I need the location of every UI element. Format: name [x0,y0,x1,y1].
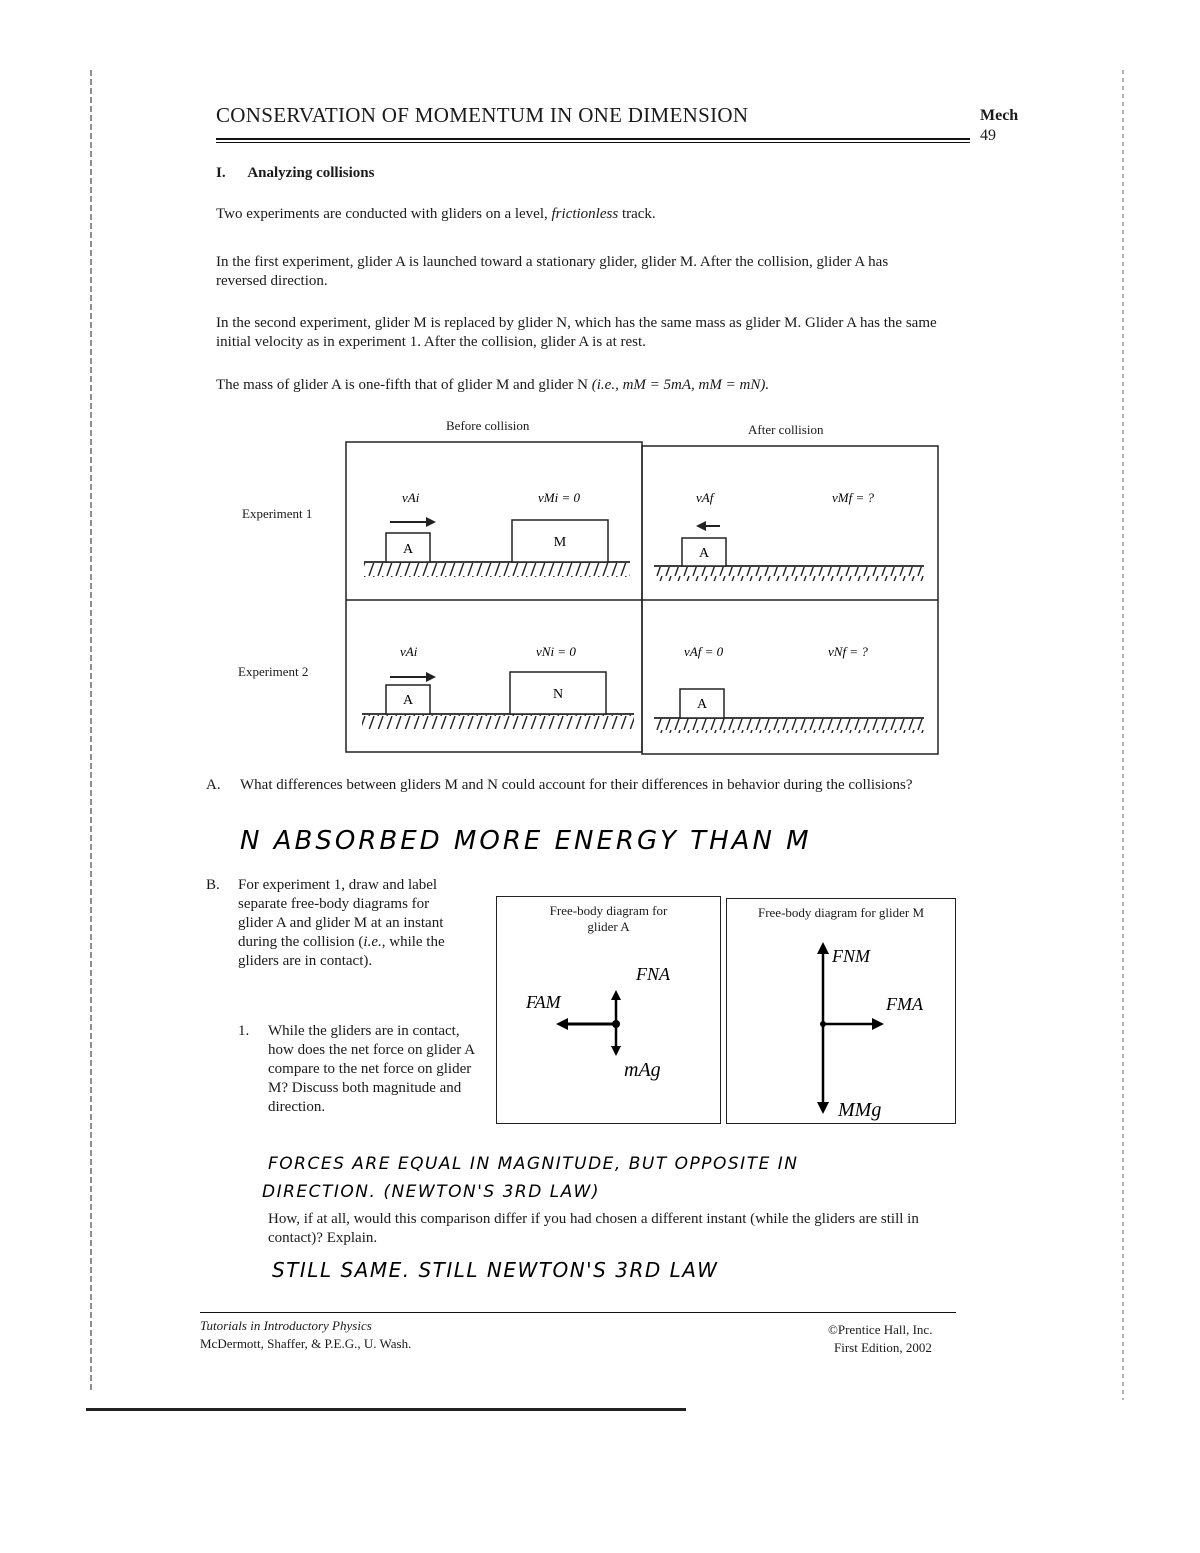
fbd-m-label-down: MMg [838,1099,882,1121]
question-b-before: For experiment 1, draw and label separate free-body diagrams for glider A and glider M at an instant during the collision ( [238,877,444,950]
glider-a-1-label: A [402,542,414,557]
glider-a-2-after-label: A [696,697,708,712]
label-va-initial-1: vAi [402,490,420,505]
arrowhead-va-1 [426,517,436,527]
label-va-initial-2: vAi [400,644,418,659]
paragraph-1 [216,205,956,224]
track-hatch-2b [654,719,924,733]
fbd-m-arrowhead-right [872,1018,884,1030]
mech-label-text: Mech [980,107,1019,124]
fbd-a-arrowhead-up [611,990,621,1000]
footer-edition: First Edition, 2002 [834,1340,932,1355]
label-va-final-1: vAf [696,490,714,505]
glider-a-2-label: A [402,693,414,708]
track-hatch-1a [364,563,630,577]
answer-a: N ABSORBED MORE ENERGY THAN M [240,826,812,856]
p4-math: (i.e., mM = 5mA, mM = mN). [591,377,770,393]
title-rule-2 [216,142,970,143]
paragraph-4 [216,376,976,395]
page-number: 49 [980,127,996,144]
question-b-text [238,876,466,971]
glider-n-label: N [552,687,564,702]
arrowhead-va-final [696,521,706,531]
section-title: Analyzing collisions [247,165,375,181]
page-title: CONSERVATION OF MOMENTUM IN ONE DIMENSION [216,103,749,127]
fbd-drawing [496,896,956,1126]
mech-label [980,106,1018,146]
p1-italic: frictionless [551,206,619,222]
fbd-a-label-left: FAM [526,992,561,1012]
before-collision-label: Before collision [446,418,530,433]
glider-m-label: M [553,535,567,550]
answer-b1-line2: DIRECTION. (NEWTON'S 3RD LAW) [262,1182,600,1202]
p1-after: track. [621,206,656,222]
label-va-final-2: vAf = 0 [684,644,724,659]
question-b1-text: While the gliders are in contact, how does the net force on glider A compare to the net force on glider M? Discuss both magnitude and direction. [268,1023,475,1115]
fbd-m-arrowhead-down [817,1102,829,1114]
label-vm-final: vMf = ? [832,490,874,505]
scan-edge-left [90,70,92,1390]
scan-edge-right [1122,70,1124,1400]
answer-b1-followup: STILL SAME. STILL NEWTON'S 3RD LAW [272,1258,719,1282]
fbd-m-label-right: FMA [886,994,923,1014]
glider-a-1-after-label: A [698,546,710,561]
fbd-m-label-up: FNM [832,946,870,966]
answer-b1-line1: FORCES ARE EQUAL IN MAGNITUDE, BUT OPPOSITE IN [268,1154,799,1174]
fbd-a-title: Free-body diagram for glider A [549,903,668,934]
question-b1-number: 1. [238,1023,250,1039]
after-collision-label: After collision [748,422,824,437]
track-hatch-1b [654,567,924,581]
question-b-letter: B. [206,877,220,893]
footer-book: Tutorials in Introductory Physics [200,1318,372,1333]
p4-text: The mass of glider A is one-fifth that of glider M and glider N [216,377,589,393]
footer-copyright: ©Prentice Hall, Inc. [828,1322,933,1337]
arrowhead-va-2 [426,672,436,682]
label-vn-final: vNf = ? [828,644,868,659]
fbd-m-arrowhead-up [817,942,829,954]
title-rule [216,138,970,140]
question-b-after: , while the gliders are in contact). [238,934,445,969]
question-a-letter: A. [206,777,221,793]
track-hatch-2a [362,715,634,729]
label-vn-initial: vNi = 0 [536,644,576,659]
paragraph-2: In the first experiment, glider A is launched toward a stationary glider, glider M. After the collision, glider A has reversed direction. [216,254,889,289]
experiment-2-label: Experiment 2 [238,664,309,679]
section-number: I. [216,165,226,181]
fbd-m-title: Free-body diagram for glider M [757,905,925,920]
label-vm-initial: vMi = 0 [538,490,580,505]
fbd-a-arrowhead-left [556,1018,568,1030]
footer-rule [200,1312,956,1313]
section-heading [216,164,374,183]
fbd-a-arrowhead-down [611,1046,621,1056]
fbd-a-label-down: mAg [624,1059,661,1081]
p1-before: Two experiments are conducted with gliders on a level, [216,206,548,222]
fbd-a-label-up: FNA [636,964,670,984]
question-a-text: What differences between gliders M and N could account for their differences in behavior during the collisions? [240,777,913,793]
question-b-italic: i.e. [363,934,382,950]
footer-authors: McDermott, Shaffer, & P.E.G., U. Wash. [200,1336,412,1351]
question-b1-followup: How, if at all, would this comparison differ if you had chosen a different instant (while the gliders are still in contact)? Explain. [268,1211,919,1246]
experiment-1-label: Experiment 1 [242,506,313,521]
collision-figure [340,436,945,756]
paragraph-3: In the second experiment, glider M is replaced by glider N, which has the same mass as glider M. Glider A has the same initial velocity as in experiment 1. After the collision, glider A is at rest. [216,315,937,350]
scan-edge-bottom [86,1408,686,1411]
question-a [206,776,946,795]
